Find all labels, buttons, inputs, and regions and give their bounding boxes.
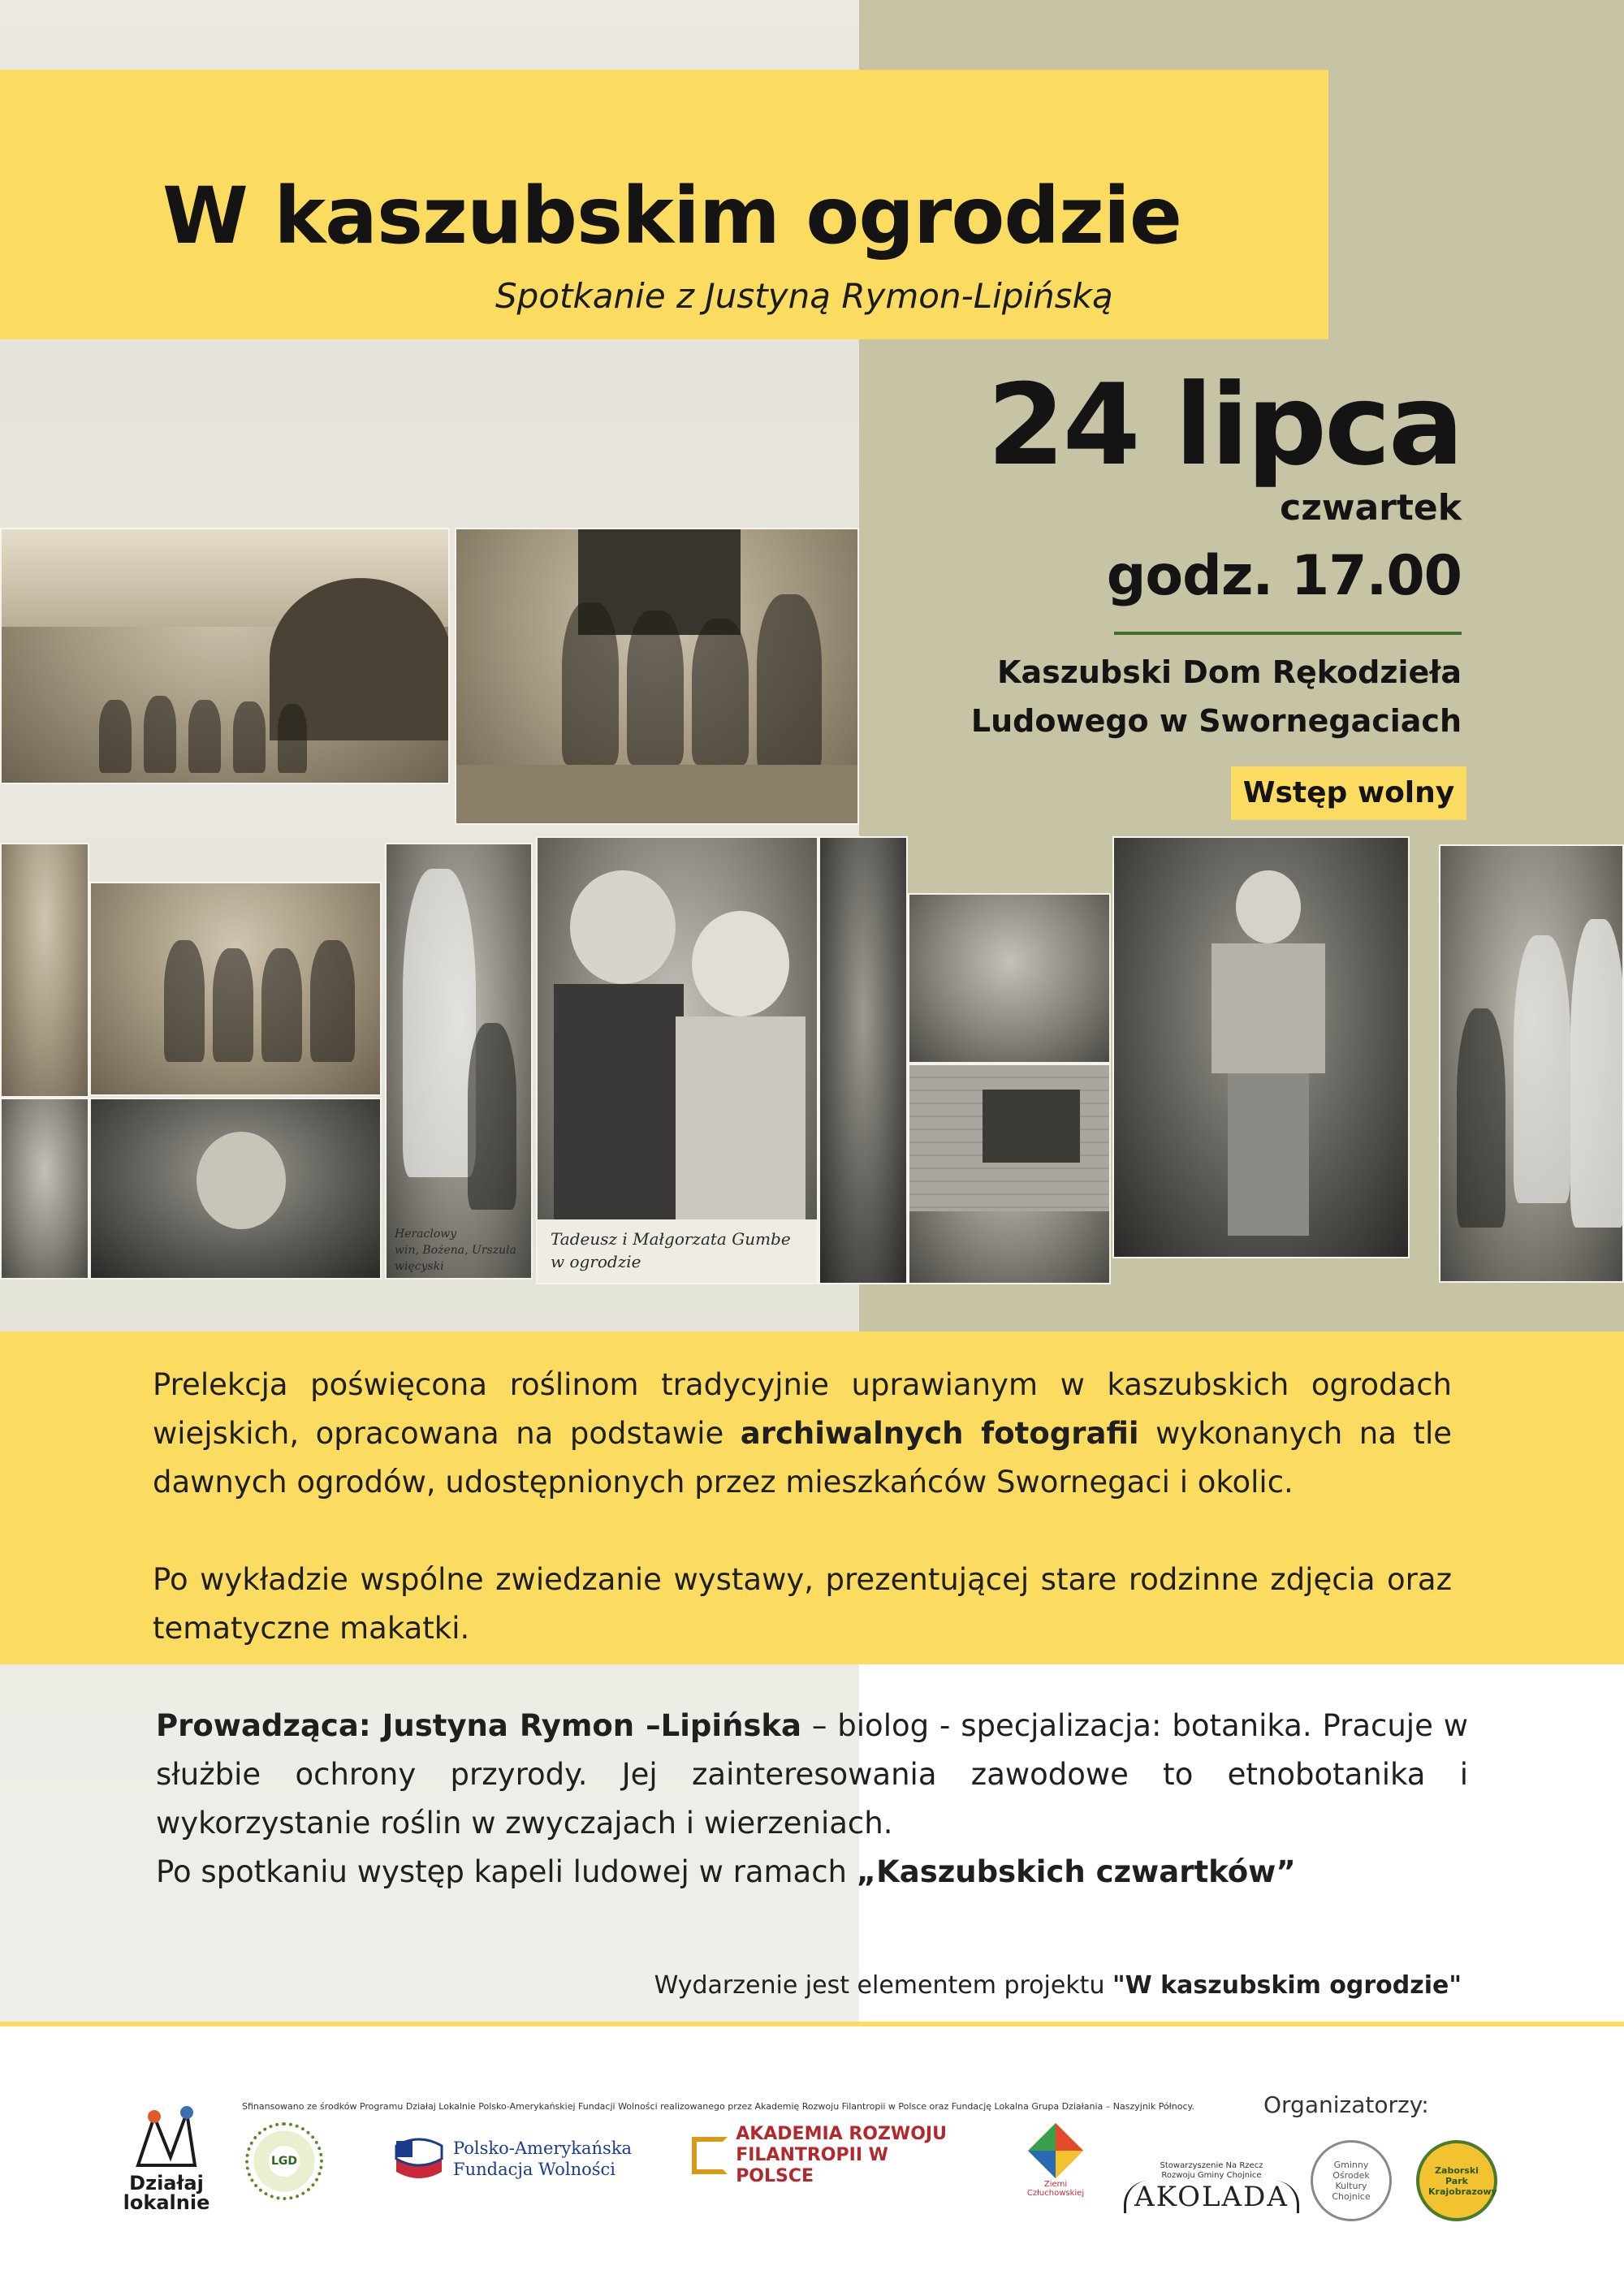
logo-akolada-text: AKOLADA [1124,2181,1299,2213]
collage-photo-woman-garden [908,893,1111,1064]
photo-figure [99,700,132,773]
photo-caption-handwritten: Tadeusz i Małgorzata Gumbe w ogrodzie [551,1229,791,1271]
description-text: Prelekcja poświęcona roślinom tradycyjnie uprawianym w kaszubskich ogrodach wiejskich, opracowana na podstawie [153,1367,1452,1451]
photo-face [1236,870,1301,943]
bio-speaker-name: Prowadząca: Justyna Rymon –Lipińska [156,1708,802,1743]
photo-figure [1457,1008,1505,1228]
collage-photo-family-house [1439,844,1624,1283]
logo-akolada [1135,2147,1288,2228]
logo-akolada-subtext: Stowarzyszenie Na Rzecz Rozwoju Gminy Chojnice [1160,2161,1263,2180]
logo-ziemi-czluchowskiej [1017,2119,1095,2200]
project-note [654,1971,1462,2000]
photo-figure [144,696,176,773]
logo-dzialaj-lokalnie [122,2091,211,2221]
star-flower-icon [130,2100,203,2173]
collage-photo-house [908,1064,1111,1284]
collage-photo-edge [0,843,89,1098]
description-emphasis: archiwalnych fotografii [740,1416,1139,1451]
logo-pafw-line: Polsko-Amerykańska [453,2138,633,2158]
bio-text: Po spotkaniu występ kapeli ludowej w ramach [156,1854,857,1889]
logo-lokalnie-text: lokalnie [123,2191,210,2214]
logo-lgd-naszyjnik [245,2122,323,2200]
photo-face [197,1132,286,1229]
description-paragraph-1 [153,1361,1452,1507]
description-text: wykonanych na tle dawnych ogrodów, udostępnionych przez mieszkańców Swornegaci i okolic. [153,1416,1452,1500]
photo-figure [310,940,355,1062]
logo-pafw-text [453,2138,632,2180]
archival-photo-children-fence [0,528,450,784]
footer-rule [0,2022,1624,2026]
divider-rule [1114,632,1462,635]
photo-figure [1514,935,1570,1203]
collage-photo-two-children [536,836,818,1284]
bio-series-name: „Kaszubskich czwartków” [856,1854,1296,1889]
logo-arfp-line: AKADEMIA ROZWOJU [736,2124,947,2144]
entry-badge: Wstęp wolny [1231,766,1466,820]
diamond-mosaic-icon [1026,2121,1085,2180]
photo-figure [627,611,684,765]
logo-arfp-line: FILANTROPII W POLSCE [736,2145,888,2186]
venue-line-2: Ludowego w Swornegaciach [970,703,1462,739]
event-time: godz. 17.00 [1106,544,1462,608]
photo-figure [562,602,619,765]
photo-caption-handwritten: Heraclowy win, Bożena, Urszula więcyski [395,1228,516,1273]
photo-face [692,911,789,1016]
photo-figure [692,619,749,765]
flag-icon [393,2136,445,2182]
funding-note: Sfinansowano ze środków Programu Działaj Lokalnie Polsko-Amerykańskiej Fundacji Wolności realizowanego przez Akademię Rozwoju Filantropii w Polsce oraz Fundację Lokalna Grupa Działania – Naszyjnik Północy. [242,2101,1194,2112]
logo-ziemi-text: Ziemi Człuchowskiej [1026,2180,1085,2198]
logo-arfp [692,2124,960,2186]
bio-concert-line [156,1848,1468,1897]
collage-photo-women [0,1098,89,1280]
photo-figure [213,948,253,1062]
photo-figure [403,869,476,1177]
photo-ground [456,765,859,825]
photo-figure [468,1023,516,1210]
project-note-text: Wydarzenie jest elementem projektu [654,1971,1112,2000]
photo-figure [233,701,266,773]
photo-figure [278,704,307,773]
photo-face [570,870,676,984]
arfp-bracket-icon [692,2137,728,2174]
bio-paragraph [156,1702,1468,1848]
logo-pafw-line: Fundacja Wolności [453,2160,615,2179]
logo-gok-text: Gminny Ośrodek Kultury Chojnice [1332,2160,1371,2202]
event-subtitle: Spotkanie z Justyną Rymon-Lipińską [495,276,1113,316]
venue-line-1: Kaszubski Dom Rękodzieła [997,654,1462,690]
photo-figure [1570,919,1624,1228]
bio-text: – biolog - specjalizacja: botanika. Pracuje w służbie ochrony przyrody. Jej zainteresowania zawodowe to etnobotanika i wykorzystanie roślin w zwyczajach i wierzeniach. [156,1708,1468,1841]
logo-arfp-text [736,2124,960,2187]
photo-legs [1228,1073,1309,1236]
collage-photo-family [89,882,382,1096]
collage-photo-woman-smiling [89,1098,382,1280]
collage-photo-garden-strip [818,836,908,1284]
logo-park-text: Zaborski Park Krajobrazowy [1428,2164,1497,2197]
project-name: "W kaszubskim ogrodzie" [1112,1971,1462,2000]
archival-photo-family-group [455,528,859,825]
collage-photo-man-children [385,843,533,1280]
event-weekday: czwartek [1280,487,1462,529]
photo-figure [261,948,302,1062]
photo-sweater [676,1016,806,1219]
photo-sweater [1212,943,1325,1073]
logo-zaborski-park [1416,2140,1497,2221]
collage-photo-girl-flowers [1112,836,1410,1258]
logo-pafw [393,2130,637,2187]
photo-figure [757,594,822,773]
description-paragraph-2: Po wykładzie wspólne zwiedzanie wystawy, prezentującej stare rodzinne zdjęcia oraz tematyczne makatki. [153,1562,1452,1646]
photo-window [983,1090,1080,1163]
speaker-bio [156,1702,1468,1897]
logo-dzialaj-text: Działaj [129,2172,204,2195]
photo-overalls [554,984,684,1219]
logo-gok-chojnice [1311,2140,1392,2221]
photo-figure [164,940,205,1062]
logo-lgd-text: LGD [270,2155,298,2168]
organizers-label: Organizatorzy: [1263,2091,1429,2118]
event-title: W kaszubskim ogrodzie [162,170,1181,261]
photo-figure [188,700,221,773]
event-venue [971,648,1462,745]
event-date: 24 lipca [987,360,1462,490]
